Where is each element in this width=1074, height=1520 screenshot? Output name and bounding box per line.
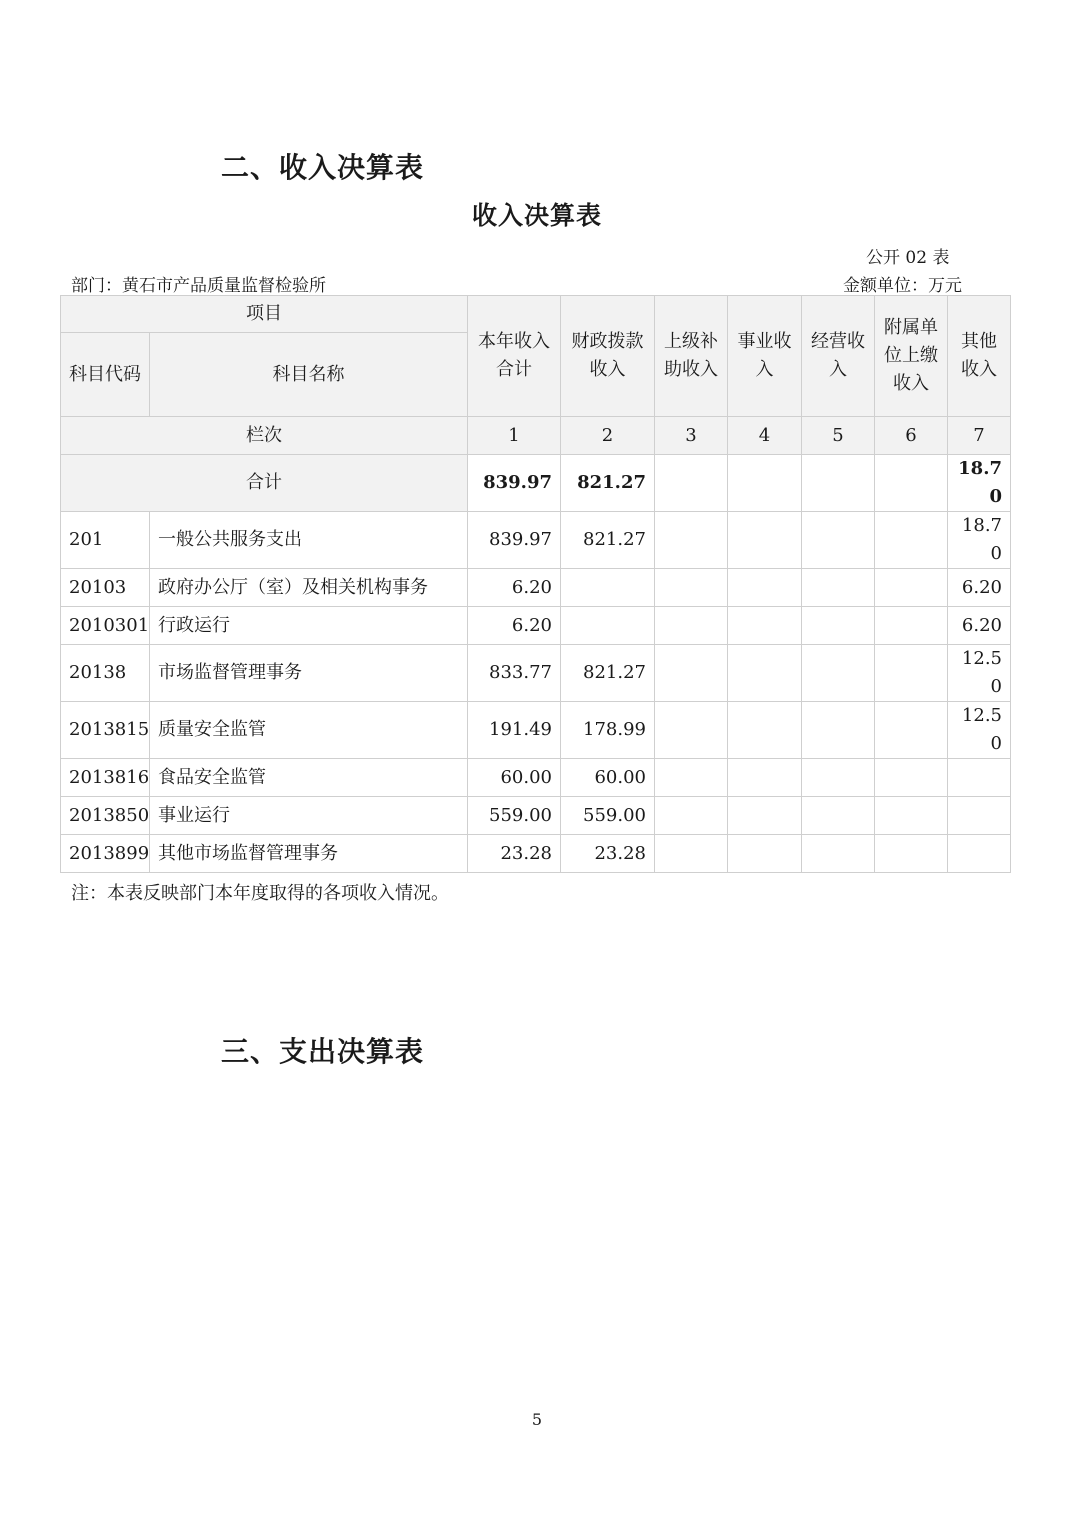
row-c7: 6.20 (948, 569, 1011, 607)
row-c1: 833.77 (468, 645, 561, 702)
row-c2 (561, 569, 655, 607)
row-name: 市场监督管理事务 (150, 645, 468, 702)
row-c3 (655, 759, 728, 797)
total-c2: 821.27 (561, 455, 655, 512)
page-number: 5 (531, 1410, 543, 1429)
row-c2: 60.00 (561, 759, 655, 797)
row-c5 (802, 512, 875, 569)
table-row (61, 607, 1011, 645)
row-code: 20138 (61, 645, 150, 702)
form-code: 公开 02 表 (866, 248, 950, 268)
row-c6 (875, 759, 948, 797)
header-item: 项目 (61, 296, 468, 333)
row-name: 质量安全监管 (150, 702, 468, 759)
table-row (61, 645, 1011, 702)
table-row (61, 512, 1011, 569)
total-c3 (655, 455, 728, 512)
header-superior-subsidy: 上级补助收入 (655, 296, 728, 417)
row-code: 2013899 (61, 835, 150, 873)
row-c5 (802, 645, 875, 702)
row-c3 (655, 645, 728, 702)
row-c6 (875, 835, 948, 873)
row-c7 (948, 759, 1011, 797)
row-name: 食品安全监管 (150, 759, 468, 797)
row-c7: 6.20 (948, 607, 1011, 645)
row-c4 (728, 512, 802, 569)
row-name: 其他市场监督管理事务 (150, 835, 468, 873)
row-c6 (875, 569, 948, 607)
section-heading-expenditure: 三、支出决算表 (221, 1035, 425, 1068)
section-heading-income: 二、收入决算表 (221, 151, 425, 184)
unit-label: 金额单位：万元 (843, 276, 962, 296)
total-c1: 839.97 (468, 455, 561, 512)
row-c5 (802, 759, 875, 797)
row-c3 (655, 607, 728, 645)
total-c5 (802, 455, 875, 512)
col-number: 3 (655, 417, 728, 455)
row-c3 (655, 702, 728, 759)
row-c6 (875, 512, 948, 569)
row-c5 (802, 569, 875, 607)
row-c7: 12.50 (948, 702, 1011, 759)
col-number: 7 (948, 417, 1011, 455)
row-c6 (875, 797, 948, 835)
table-row (61, 702, 1011, 759)
header-fiscal-appropriation: 财政拨款收入 (561, 296, 655, 417)
row-c4 (728, 759, 802, 797)
row-c4 (728, 797, 802, 835)
income-table (60, 295, 1011, 873)
row-c2 (561, 607, 655, 645)
row-c5 (802, 797, 875, 835)
row-c7 (948, 835, 1011, 873)
row-c2: 23.28 (561, 835, 655, 873)
row-c3 (655, 835, 728, 873)
row-c4 (728, 645, 802, 702)
header-code: 科目代码 (61, 333, 150, 417)
col-number: 6 (875, 417, 948, 455)
col-number: 1 (468, 417, 561, 455)
table-row (61, 797, 1011, 835)
row-c7: 18.70 (948, 512, 1011, 569)
row-c1: 191.49 (468, 702, 561, 759)
col-number: 4 (728, 417, 802, 455)
row-c7: 12.50 (948, 645, 1011, 702)
row-c1: 6.20 (468, 607, 561, 645)
header-row-index: 栏次 (61, 417, 468, 455)
row-name: 事业运行 (150, 797, 468, 835)
row-c3 (655, 512, 728, 569)
table-note: 注：本表反映部门本年度取得的各项收入情况。 (71, 883, 449, 904)
row-code: 2010301 (61, 607, 150, 645)
table-row (61, 835, 1011, 873)
row-code: 2013850 (61, 797, 150, 835)
header-operating-income: 经营收入 (802, 296, 875, 417)
row-c5 (802, 607, 875, 645)
row-name: 一般公共服务支出 (150, 512, 468, 569)
row-c4 (728, 702, 802, 759)
col-number: 5 (802, 417, 875, 455)
row-name: 政府办公厅（室）及相关机构事务 (150, 569, 468, 607)
row-c6 (875, 607, 948, 645)
total-c6 (875, 455, 948, 512)
row-name: 行政运行 (150, 607, 468, 645)
row-c3 (655, 569, 728, 607)
row-c5 (802, 702, 875, 759)
row-c2: 821.27 (561, 512, 655, 569)
header-business-income: 事业收入 (728, 296, 802, 417)
header-name: 科目名称 (150, 333, 468, 417)
row-code: 20103 (61, 569, 150, 607)
row-c3 (655, 797, 728, 835)
table-row (61, 759, 1011, 797)
table-title: 收入决算表 (471, 201, 602, 230)
total-row (61, 455, 1011, 512)
row-code: 2013815 (61, 702, 150, 759)
row-c1: 839.97 (468, 512, 561, 569)
row-c2: 559.00 (561, 797, 655, 835)
row-c1: 6.20 (468, 569, 561, 607)
department-label: 部门：黄石市产品质量监督检验所 (71, 276, 326, 296)
row-c6 (875, 702, 948, 759)
table-row (61, 569, 1011, 607)
col-number: 2 (561, 417, 655, 455)
total-label: 合计 (61, 455, 468, 512)
header-other-income: 其他收入 (948, 296, 1011, 417)
row-c2: 178.99 (561, 702, 655, 759)
total-c7: 18.70 (948, 455, 1011, 512)
row-c2: 821.27 (561, 645, 655, 702)
row-c5 (802, 835, 875, 873)
row-c1: 23.28 (468, 835, 561, 873)
row-c6 (875, 645, 948, 702)
row-c4 (728, 569, 802, 607)
row-c7 (948, 797, 1011, 835)
row-c1: 559.00 (468, 797, 561, 835)
row-c1: 60.00 (468, 759, 561, 797)
row-code: 2013816 (61, 759, 150, 797)
header-affiliated-unit-income: 附属单位上缴收入 (875, 296, 948, 417)
header-total-income: 本年收入合计 (468, 296, 561, 417)
row-code: 201 (61, 512, 150, 569)
total-c4 (728, 455, 802, 512)
row-c4 (728, 835, 802, 873)
row-c4 (728, 607, 802, 645)
